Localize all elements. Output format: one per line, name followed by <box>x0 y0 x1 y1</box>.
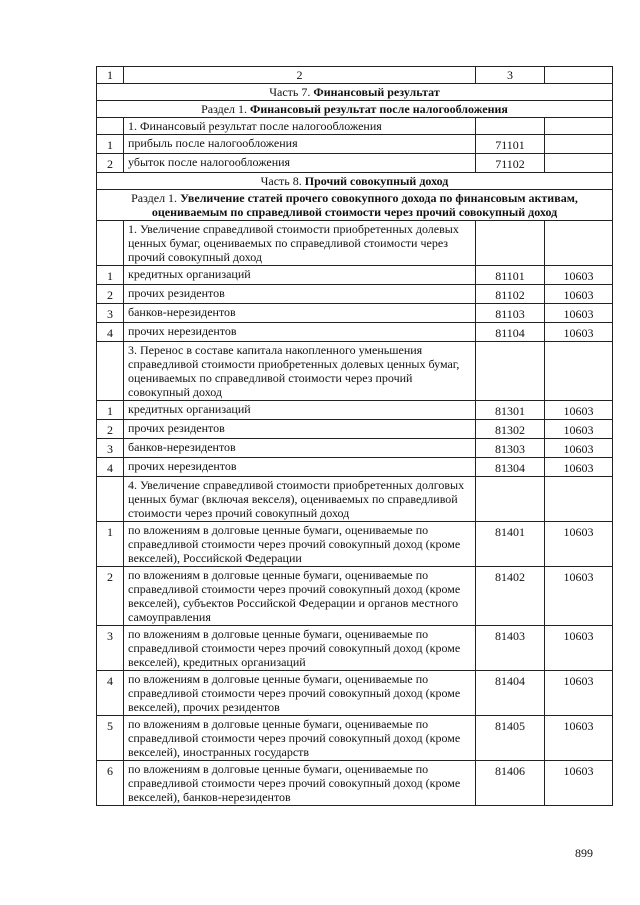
account-number: 71101 <box>476 135 545 154</box>
section-prefix: Раздел 1. <box>201 102 251 116</box>
group-heading: 1. Увеличение справедливой стоимости приобретенных долевых ценных бумаг, оцениваемых по справедливой стоимости через прочий совокупный доход <box>124 221 476 266</box>
account-number: 81102 <box>476 285 545 304</box>
symbol-code: 10603 <box>545 716 613 761</box>
account-number: 81405 <box>476 716 545 761</box>
row-name: по вложениям в долговые ценные бумаги, оцениваемые по справедливой стоимости через прочий совокупный доход (кроме векселей), кредитных организаций <box>124 626 476 671</box>
empty-cell <box>476 221 545 266</box>
row-number: 3 <box>97 439 124 458</box>
table-row <box>97 285 613 304</box>
account-number: 81404 <box>476 671 545 716</box>
symbol-code: 10603 <box>545 626 613 671</box>
page-number: 899 <box>575 846 593 860</box>
empty-cell <box>476 118 545 135</box>
table-row <box>97 522 613 567</box>
row-number: 4 <box>97 323 124 342</box>
symbol-code: 10603 <box>545 401 613 420</box>
symbol-code <box>545 135 613 154</box>
table-row <box>97 761 613 806</box>
column-number-row <box>97 67 613 84</box>
row-name: кредитных организаций <box>124 266 476 285</box>
row-name: по вложениям в долговые ценные бумаги, оцениваемые по справедливой стоимости через прочий совокупный доход (кроме векселей), иностранных государств <box>124 716 476 761</box>
symbol-code: 10603 <box>545 671 613 716</box>
row-number: 3 <box>97 626 124 671</box>
empty-cell <box>476 342 545 401</box>
table-row <box>97 323 613 342</box>
row-number: 4 <box>97 671 124 716</box>
row-number: 2 <box>97 285 124 304</box>
account-number: 81304 <box>476 458 545 477</box>
row-name: кредитных организаций <box>124 401 476 420</box>
empty-cell <box>545 477 613 522</box>
symbol-code: 10603 <box>545 439 613 458</box>
row-number: 1 <box>97 135 124 154</box>
row-name: банков-нерезидентов <box>124 304 476 323</box>
section-heading-row <box>97 190 613 221</box>
symbol-code: 10603 <box>545 285 613 304</box>
account-number: 81301 <box>476 401 545 420</box>
symbol-code: 10603 <box>545 522 613 567</box>
group-heading-row <box>97 342 613 401</box>
row-name: по вложениям в долговые ценные бумаги, оцениваемые по справедливой стоимости через прочий совокупный доход (кроме векселей), банков-нерезидентов <box>124 761 476 806</box>
group-heading: 1. Финансовый результат после налогообложения <box>124 118 476 135</box>
part-heading <box>97 84 613 101</box>
account-number: 81406 <box>476 761 545 806</box>
row-name: убыток после налогообложения <box>124 154 476 173</box>
empty-cell <box>97 342 124 401</box>
section-prefix: Раздел 1. <box>131 191 181 205</box>
table-row <box>97 626 613 671</box>
part-heading <box>97 173 613 190</box>
accounts-table-body <box>97 67 613 806</box>
empty-cell <box>545 342 613 401</box>
empty-cell <box>97 221 124 266</box>
group-heading: 3. Перенос в составе капитала накопленного уменьшения справедливой стоимости приобретенных долевых ценных бумаг, оцениваемых по справедливой стоимости через прочий совокупный доход <box>124 342 476 401</box>
part-prefix: Часть 8. <box>260 174 305 188</box>
symbol-code: 10603 <box>545 567 613 626</box>
group-heading-row <box>97 477 613 522</box>
row-number: 2 <box>97 154 124 173</box>
row-name: прочих резидентов <box>124 285 476 304</box>
row-number: 4 <box>97 458 124 477</box>
col-number-3: 3 <box>476 67 545 84</box>
empty-cell <box>545 118 613 135</box>
row-name: по вложениям в долговые ценные бумаги, оцениваемые по справедливой стоимости через прочий совокупный доход (кроме векселей), Российской Федерации <box>124 522 476 567</box>
symbol-code: 10603 <box>545 304 613 323</box>
row-number: 5 <box>97 716 124 761</box>
table-row <box>97 458 613 477</box>
row-number: 2 <box>97 567 124 626</box>
section-title: Увеличение статей прочего совокупного дохода по финансовым активам, оцениваемым по справедливой стоимости через прочий совокупный доход <box>151 191 578 219</box>
symbol-code: 10603 <box>545 323 613 342</box>
section-heading-row <box>97 101 613 118</box>
row-name: прибыль после налогообложения <box>124 135 476 154</box>
row-number: 1 <box>97 266 124 285</box>
empty-cell <box>545 221 613 266</box>
row-name: банков-нерезидентов <box>124 439 476 458</box>
empty-cell <box>476 477 545 522</box>
table-row <box>97 567 613 626</box>
accounts-table <box>96 66 613 806</box>
row-name: по вложениям в долговые ценные бумаги, оцениваемые по справедливой стоимости через прочий совокупный доход (кроме векселей), субъектов Российской Федерации и органов местного самоуправления <box>124 567 476 626</box>
row-number: 6 <box>97 761 124 806</box>
group-heading-row <box>97 221 613 266</box>
account-number: 81303 <box>476 439 545 458</box>
account-number: 81104 <box>476 323 545 342</box>
col-number-1: 1 <box>97 67 124 84</box>
part-prefix: Часть 7. <box>269 85 314 99</box>
part-title: Прочий совокупный доход <box>304 174 449 188</box>
table-row <box>97 304 613 323</box>
symbol-code <box>545 154 613 173</box>
table-row <box>97 671 613 716</box>
row-name: прочих нерезидентов <box>124 323 476 342</box>
table-row <box>97 716 613 761</box>
part-heading-row <box>97 173 613 190</box>
account-number: 81302 <box>476 420 545 439</box>
empty-cell <box>97 118 124 135</box>
col-number-4 <box>545 67 613 84</box>
section-title: Финансовый результат после налогообложения <box>250 102 508 116</box>
symbol-code: 10603 <box>545 458 613 477</box>
group-heading-row <box>97 118 613 135</box>
account-number: 81401 <box>476 522 545 567</box>
row-name: по вложениям в долговые ценные бумаги, оцениваемые по справедливой стоимости через прочий совокупный доход (кроме векселей), прочих резидентов <box>124 671 476 716</box>
empty-cell <box>97 477 124 522</box>
part-title: Финансовый результат <box>313 85 440 99</box>
table-row <box>97 401 613 420</box>
section-heading <box>97 101 613 118</box>
table-row <box>97 420 613 439</box>
table-row <box>97 154 613 173</box>
group-heading: 4. Увеличение справедливой стоимости приобретенных долговых ценных бумаг (включая векселя), оцениваемых по справедливой стоимости через прочий совокупный доход <box>124 477 476 522</box>
row-name: прочих резидентов <box>124 420 476 439</box>
row-name: прочих нерезидентов <box>124 458 476 477</box>
account-number: 71102 <box>476 154 545 173</box>
table-row <box>97 266 613 285</box>
account-number: 81101 <box>476 266 545 285</box>
account-number: 81403 <box>476 626 545 671</box>
part-heading-row <box>97 84 613 101</box>
row-number: 1 <box>97 522 124 567</box>
table-row <box>97 135 613 154</box>
row-number: 2 <box>97 420 124 439</box>
row-number: 3 <box>97 304 124 323</box>
symbol-code: 10603 <box>545 266 613 285</box>
col-number-2: 2 <box>124 67 476 84</box>
account-number: 81402 <box>476 567 545 626</box>
symbol-code: 10603 <box>545 420 613 439</box>
row-number: 1 <box>97 401 124 420</box>
account-number: 81103 <box>476 304 545 323</box>
section-heading <box>97 190 613 221</box>
table-row <box>97 439 613 458</box>
symbol-code: 10603 <box>545 761 613 806</box>
